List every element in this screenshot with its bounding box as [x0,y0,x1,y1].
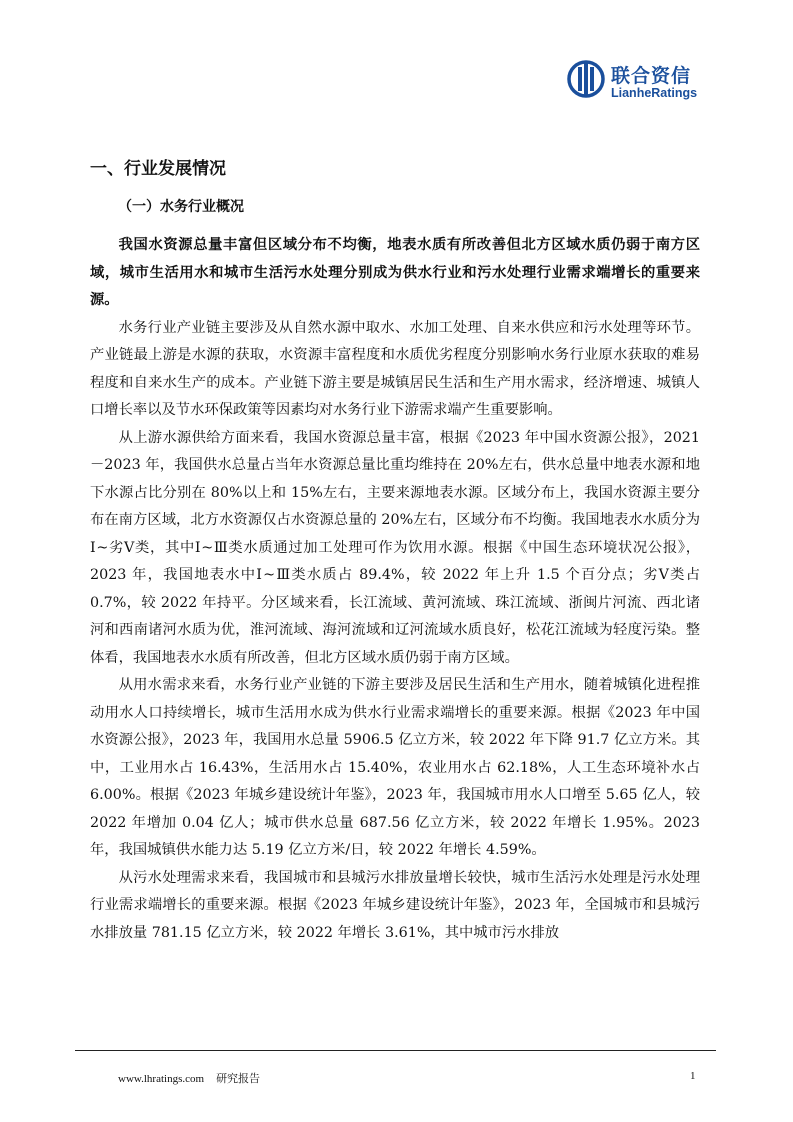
summary-paragraph: 我国水资源总量丰富但区域分布不均衡，地表水质有所改善但北方区域水质仍弱于南方区域，城市生活用水和城市生活污水处理分别成为供水行业和污水处理行业需求端增长的重要来源。 [90,237,700,308]
footer-info [118,1070,260,1086]
page-number: 1 [690,1070,696,1082]
body-paragraph: 从上游水源供给方面来看，我国水资源总量丰富，根据《2023 年中国水资源公报》，2021－2023 年，我国供水总量占当年水资源总量比重均维持在 20%左右，供水总量中地表水源和地下水源占比分别在 80%以上和 15%左右，主要来源地表水源。区域分布上，我国水资源主要分布在南方区域，北方水资源仅占水资源总量的 20%左右，区域分布不均衡。我国地表水水质分为Ⅰ~劣Ⅴ类，其中Ⅰ~Ⅲ类水质通过加工处理可作为饮用水源。根据《中国生态环境状况公报》，2023 年，我国地表水中Ⅰ~Ⅲ类水质占 89.4%，较 2022 年上升 1.5 个百分点；劣Ⅴ类占 0.7%，较 2022 年持平。分区域来看，长江流域、黄河流域、珠江流域、浙闽片河流、西北诸河和西南诸河水质为优，淮河流域、海河流域和辽河流域水质良好，松花江流域为轻度污染。整体看，我国地表水水质有所改善，但北方区域水质仍弱于南方区域。 [90,429,700,666]
footer-divider [75,1050,716,1051]
company-logo [567,58,707,106]
logo-chinese-name: 联合资信 [611,65,692,87]
body-paragraph: 从污水处理需求来看，我国城市和县城污水排放量增长较快，城市生活污水处理是污水处理行业需求端增长的重要来源。根据《2023 年城乡建设统计年鉴》，2023 年，全国城市和县城污水排放量 781.15 亿立方米，较 2022 年增长 3.61%，其中城市污水排放 [90,869,700,941]
body-paragraph: 水务行业产业链主要涉及从自然水源中取水、水加工处理、自来水供应和污水处理等环节。产业链最上游是水源的获取，水资源丰富程度和水质优劣程度分别影响水务行业原水获取的难易程度和自来水生产的成本。产业链下游主要是城镇居民生活和生产用水需求，经济增速、城镇人口增长率以及节水环保政策等因素均对水务行业下游需求端产生重要影响。 [90,319,700,418]
logo-english-name: LianheRatings [611,86,698,100]
logo-emblem-icon [567,58,605,100]
report-body [90,232,700,947]
subsection-title: （一）水务行业概况 [118,199,244,215]
footer-report-type: 研究报告 [216,1073,261,1085]
section-title: 一、行业发展情况 [90,159,226,179]
footer-website-link[interactable]: www.lhratings.com [118,1073,205,1085]
body-paragraph: 从用水需求来看，水务行业产业链的下游主要涉及居民生活和生产用水，随着城镇化进程推动用水人口持续增长，城市生活用水成为供水行业需求端增长的重要来源。根据《2023 年中国水资源公报》，2023 年，我国用水总量 5906.5 亿立方米，较 2022 年下降 91.7 亿立方米。其中，工业用水占 16.43%，生活用水占 15.40%，农业用水占 62.18%，人工生态环境补水占 6.00%。根据《2023 年城乡建设统计年鉴》，2023 年，我国城市用水人口增至 5.65 亿人，较 2022 年增加 0.04 亿人；城市供水总量 687.56 亿立方米，较 2022 年增长 1.95%。2023 年，我国城镇供水能力达 5.19 亿立方米/日，较 2022 年增长 4.59%。 [90,677,700,858]
